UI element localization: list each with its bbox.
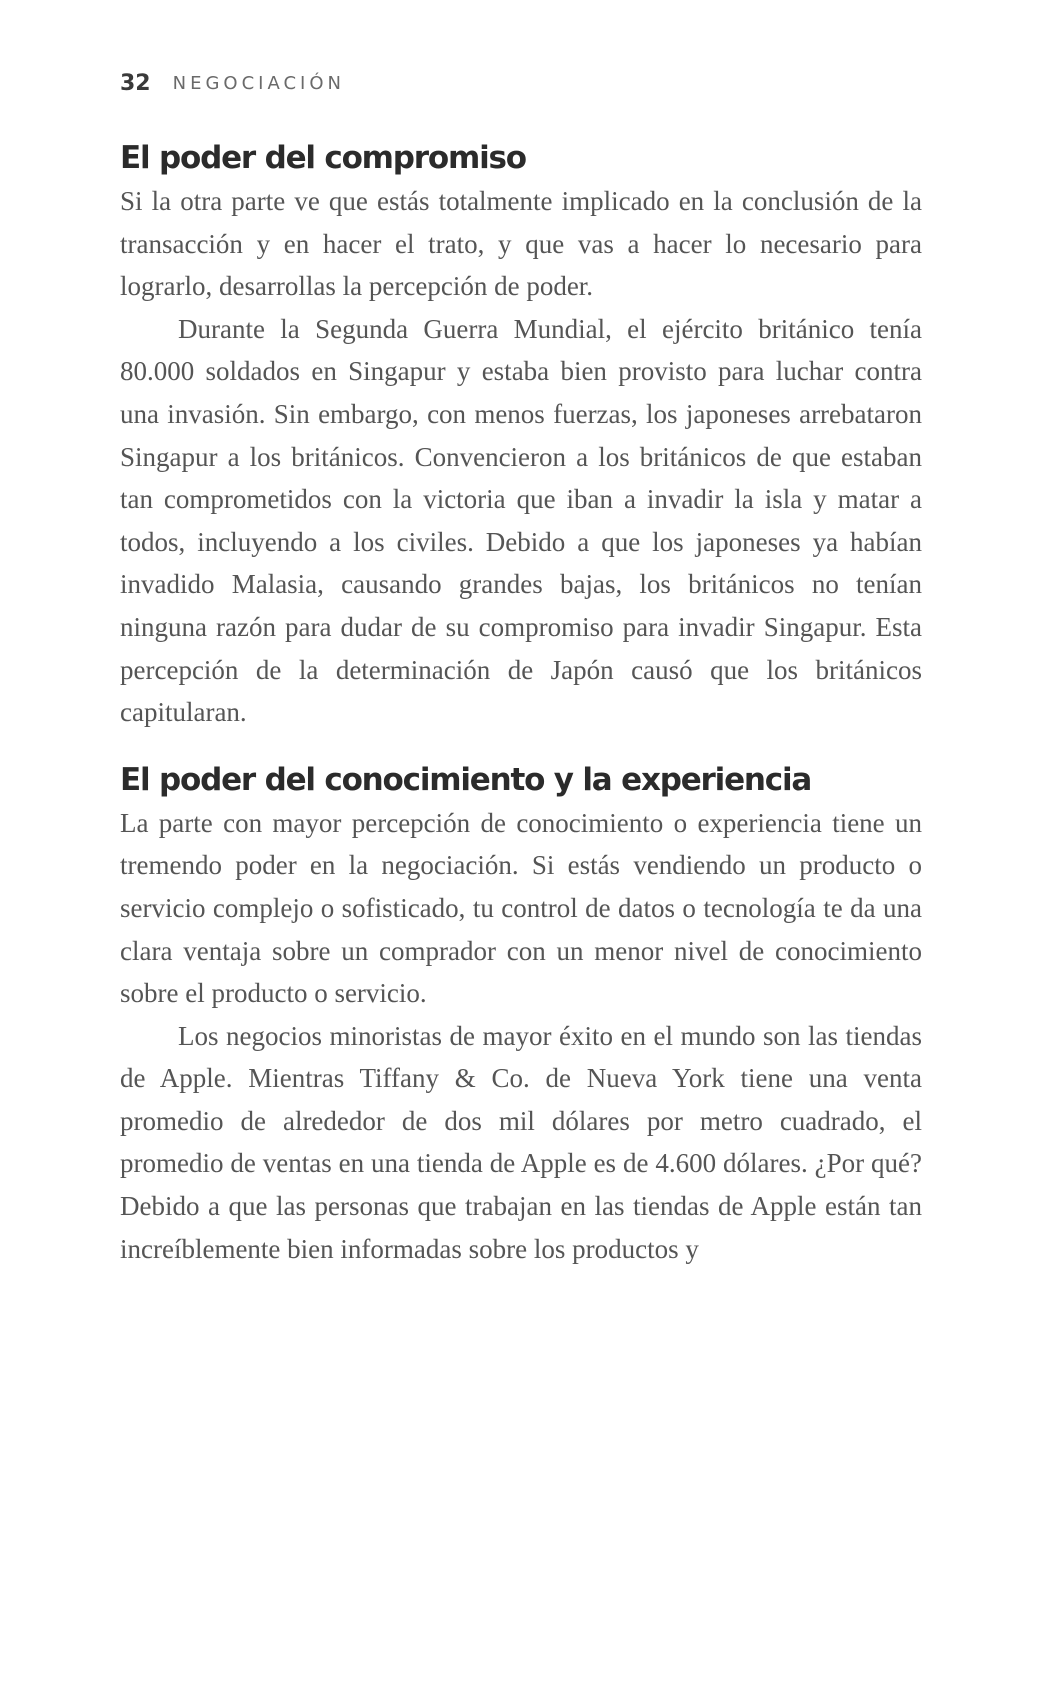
running-title: NEGOCIACIÓN — [172, 72, 345, 94]
paragraph: Durante la Segunda Guerra Mundial, el ejército británico tenía 80.000 soldados en Singapur y estaba bien provisto para luchar contra una invasión. Sin embargo, con menos fuerzas, los japoneses arrebataron Singapur a los británicos. Convencieron a los británicos de que estaban tan comprometidos con la victoria que iban a invadir la isla y matar a todos, incluyendo a los civiles. Debido a que los japoneses ya habían invadido Malasia, causando grandes bajas, los británicos no tenían ninguna razón para dudar de su compromiso para invadir Singapur. Esta percepción de la determinación de Japón causó que los británicos capitularan. — [120, 313, 922, 728]
page-number: 32 — [120, 70, 151, 96]
section-commitment — [120, 138, 922, 734]
section-heading: El poder del conocimiento y la experiencia — [120, 761, 812, 798]
section-knowledge — [120, 760, 922, 1271]
page-content — [120, 138, 922, 1270]
section-heading: El poder del compromiso — [120, 140, 526, 176]
paragraph: La parte con mayor percepción de conocimiento o experiencia tiene un tremendo poder en la negociación. Si estás vendiendo un producto o servicio complejo o sofisticado, tu control de datos o tecnología te da una clara ventaja sobre un comprador con un menor nivel de conocimiento sobre el producto o servicio. — [120, 807, 922, 1009]
running-head — [120, 68, 345, 98]
paragraph: Los negocios minoristas de mayor éxito en el mundo son las tiendas de Apple. Mientras Tiffany & Co. de Nueva York tiene una venta promedio de alrededor de dos mil dólares por metro cuadrado, el promedio de ventas en una tienda de Apple es de 4.600 dólares. ¿Por qué? Debido a que las personas que trabajan en las tiendas de Apple están tan increíblemente bien informadas sobre los productos y — [120, 1020, 922, 1264]
paragraph: Si la otra parte ve que estás totalmente implicado en la conclusión de la transacción y en hacer el trato, y que vas a hacer lo necesario para lograrlo, desarrollas la percepción de poder. — [120, 186, 922, 302]
